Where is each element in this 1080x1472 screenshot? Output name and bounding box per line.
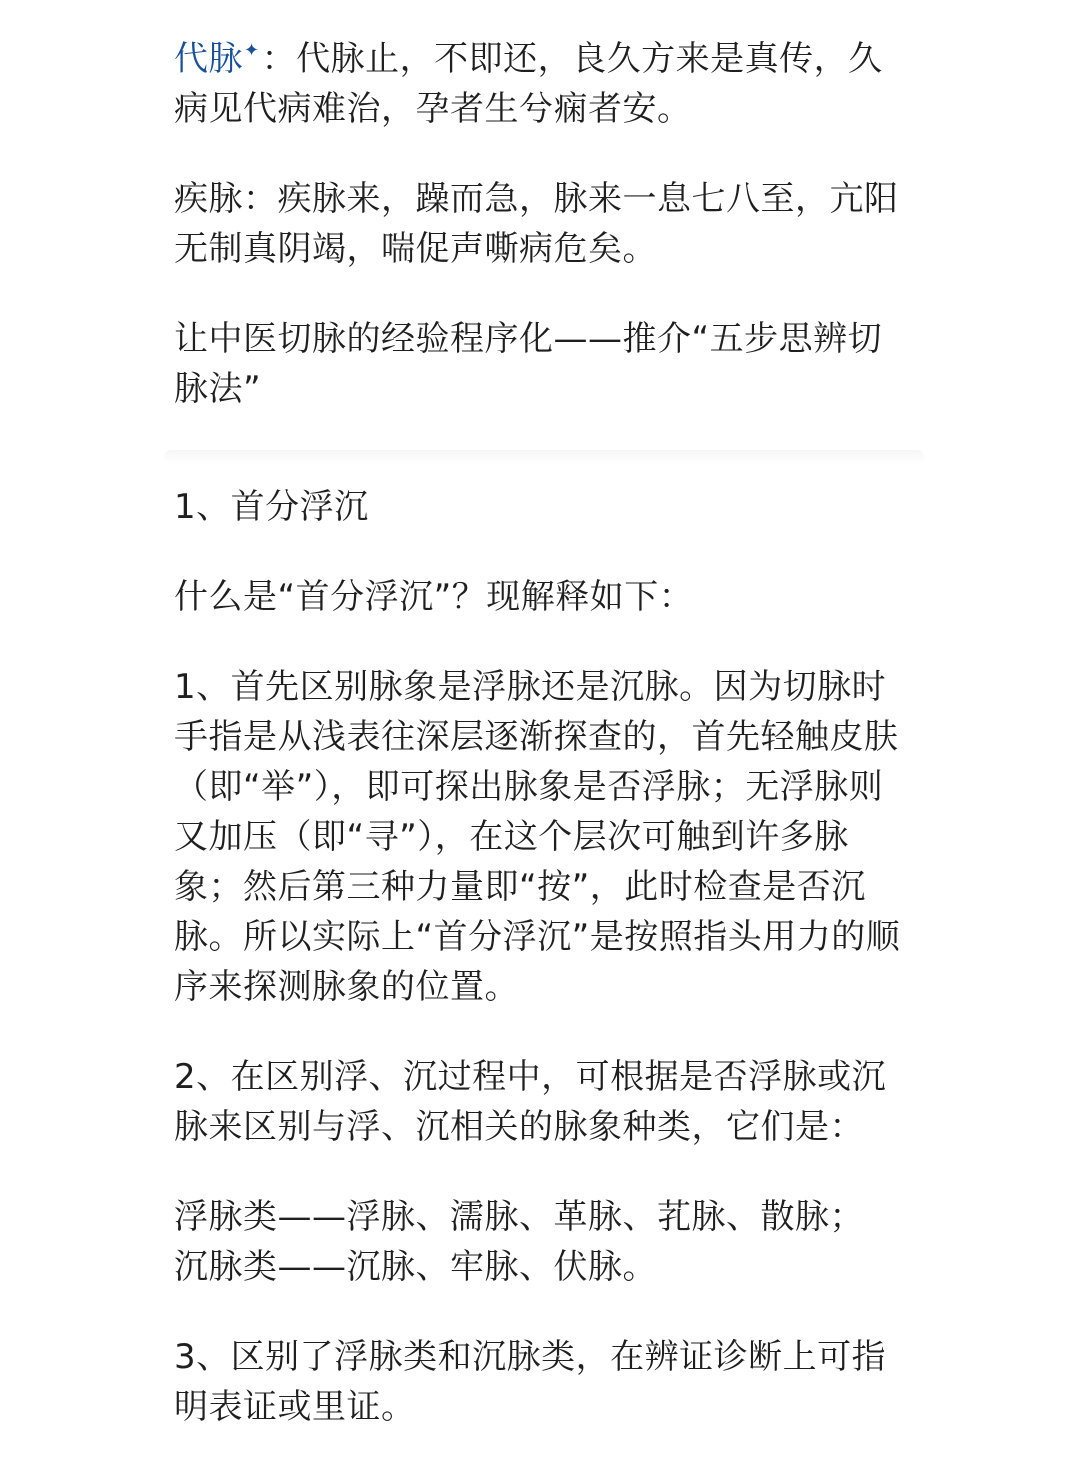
paragraph-chen-category: 沉脉类——沉脉、牢脉、伏脉。 <box>174 1247 657 1287</box>
paragraph-ji-pulse: 疾脉：疾脉来，躁而急，脉来一息七八至，亢阳无制真阴竭，喘促声嘶病危矣。 <box>174 179 899 269</box>
paragraph-text: ：代脉止，不即还，良久方来是真传，久病见代病难治，孕者生兮痫者安。 <box>174 39 883 129</box>
paragraph-dai-pulse <box>174 26 914 134</box>
sparkle-icon[interactable]: ✦ <box>244 40 260 61</box>
paragraph-point-2: 2、在区别浮、沉过程中，可根据是否浮脉或沉脉来区别与浮、沉相关的脉象种类，它们是： <box>174 1057 887 1147</box>
section-heading-1: 1、首分浮沉 <box>174 487 369 527</box>
section-divider <box>164 450 924 464</box>
paragraph-heading-intro: 让中医切脉的经验程序化——推介“五步思辨切脉法” <box>174 319 883 409</box>
paragraph-question: 什么是“首分浮沉”？现解释如下： <box>174 577 694 617</box>
paragraph-fu-category: 浮脉类——浮脉、濡脉、革脉、芤脉、散脉； <box>174 1197 864 1237</box>
dai-pulse-link[interactable]: 代脉 <box>174 39 243 79</box>
paragraph-point-1: 1、首先区别脉象是浮脉还是沉脉。因为切脉时手指是从浅表往深层逐渐探查的，首先轻触皮肤（即“举”），即可探出脉象是否浮脉；无浮脉则又加压（即“寻”），在这个层次可触到许多脉象；然后第三种力量即“按”，此时检查是否沉脉。所以实际上“首分浮沉”是按照指头用力的顺序来探测脉象的位置。 <box>174 667 901 1007</box>
article-body <box>174 26 914 1472</box>
paragraph-point-3: 3、区别了浮脉类和沉脉类，在辨证诊断上可指明表证或里证。 <box>174 1337 887 1427</box>
